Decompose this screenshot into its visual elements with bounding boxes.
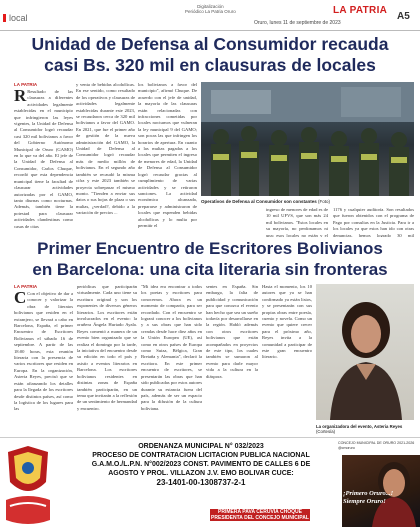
council-slogan: ¡Primero Oruro...! Siempre Oruro! (343, 490, 394, 505)
police-operation-image (201, 82, 414, 196)
page-header (0, 0, 420, 31)
organizer-portrait-image (316, 284, 414, 420)
drop-cap: C (14, 291, 27, 307)
section-label: local (3, 13, 28, 23)
article2-column-5: Hasta el momento, los 10 autores que ya se han confirmado ya están listos, y se presentarán con sus propias obras entre poesía, cuento y novela. Como un evento que quiere crecer para el próximo año, Reyes invita a la comunidad a participar de este gran encuentro literario. (262, 284, 312, 360)
municipal-logos (0, 442, 55, 527)
article1-column-5: 1176 y cualquier auditoría. Son resultados que fueron obtenidos con el programa de Pago por consultas en la Justicia. Para ir a los locales ya que estos han ido con otras denuncias, hemos logrado 30 mil (333, 207, 414, 237)
article2-column-4: sentes en España. Sin embargo, la falta de publicidad y comunicación para que conozca el evento han hecho que sea un sueño todavía por desarrollarse en la región. Habló además con otros escritores bolivianos que están acompañados en proyectos de este tipo, los cuales también se sumaron al evento para darle mayor vida a la cultura en la diáspora. (206, 284, 258, 379)
article2-column-1: C Con el objetivo de dar a conocer y valorizar la obra de literatos bolivianos que residen en el extranjero, se llevará a cabo en Barcelona, España, el primer Encuentro de Escritores Bolivianos el sábado 16 de septiembre. A partir de las 18:00 horas, esta reunión literaria con la presencia de varios escritores que residen en Europa. En la organización, Asteria Reyes, precisó que se están afianzando los detalles para la llegada de los escritores desde distintos países, así como la logística de los lugares para las (14, 291, 73, 412)
page-number: A5 (397, 11, 410, 22)
article2-byline: LA PATRIA (14, 284, 38, 289)
article2-headline: Primer Encuentro de Escritores Bolivianos en Barcelona: una cita literaria sin fronteras (32, 239, 388, 279)
newspaper-logo: LA PATRIA (333, 5, 388, 16)
article2-column-3: "Mi idea era encontrar a todos los poetas y escritores para conocernos. Ahora es un momento de compartir, para ser recordado. Con el encuentro se logrará conocer a los bolivianos y a sus obras que han sido creadas desde hace diez años en la Unión Europea (UE), así como en otros países de Europa como Suiza, Bélgica, Gran Bretaña y Alemania", declaró la escritora. En este primer encuentro de escritores, se presentarán las obras que han sido publicadas por estos autores durante su estancia fuera del país, además de ser un espacio para la difusión de la cultura boliviana. (141, 284, 202, 411)
council-info: CONCEJO MUNICIPAL DE ORURO 2021-2026 @cmoruro (338, 441, 415, 450)
dateline: Oruro, lunes 11 de septiembre de 2023 (254, 20, 341, 26)
ordinance-text: ORDENANZA MUNICIPAL N° 032/2023 PROCESO DE CONTRATACION LICITACION PUBLICA NACIONAL G.A.M.O./L.P.N. N°002/2023 CONST. PAVIMENTO DE CALLES 6 DE AGOSTO Y PROL. VILLAZON J.V. EMO BOLIVAR CUCE: 23-1401-00-1308737-2-1 (91, 443, 311, 487)
article1-headline: Unidad de Defensa al Consumidor recauda casi Bs. 320 mil en clausuras de locales (31, 34, 389, 75)
coat-of-arms-icon (0, 442, 55, 527)
article2-photo (316, 284, 414, 420)
article1-column-3: los bolivianos a favor del municipio", afirmó Chuque. De acuerdo con el jefe de unidad, la mayoría de las clausuras están relacionadas con infracciones cometidas por locales nocturnos que vulneran la ley municipal 9 del GAMO; son pocas las que infringen los horarios de apertura. En cuanto a las multas pagadas a los locales que permiten el ingreso de menores de edad, la Unidad de Defensa al Consumidor logró recaudar gracias al cumplimiento de varias actividades y se retiraron sanciones. La actividad económica alcanzada, prepararse y administraron de locales que expenden bebidas alcohólicas y lo multa por permitir el (138, 82, 197, 228)
article2-column-2: periódicas que participarán virtualmente. Cada uno tiene su escritura original y son los exponentes de diversos géneros literarios. Los escritores están involucrados en el evento: la oruñera Ángela Hurtado Ayala. Reyes comentó a manera de un evento bien organizado que se realiza el domingo por la tarde, la iniciativa del encuentro desde su edición en todo el país y asistir a eventos literarios en Barcelona. Los escritores bolivianos residentes en distintas zonas de España también participarán, en un tema que invitarán a la reflexión de un sentimiento de hermandad y encuentro. (77, 284, 137, 411)
article1-photo-caption: Operativos de Defensa al Consumidor son constantes (Foto) (201, 199, 331, 204)
article1-column-2: y venta de bebidas alcohólicas. En ese sentido, como resultado de los operativos y clausuras de actividades legalmente establecidas durante este 2023, se recaudaron cerca de 320 mil bolivianos a favor del GAMO. En 2021, que fue el primer año de gestión de la nueva administración del GAMO, la Unidad de Defensa al Consumidor logró recaudar más de medio millón de bolivianos. En el segundo año también se recaudó la misma cifra y este 2023 también se proyecta sobrepasar el mismo monto. "Tienden a enviar sus datos o sus hojas de plaza o sus multas, ¿verdad?, debido a la variación de precios ... (76, 82, 135, 216)
president-banner: PRIMERA PAVA CERUVIA CHOQUE PRESIDENTA DEL CONCEJO MUNICIPAL DE ORURO (211, 509, 309, 527)
article1-photo (201, 82, 414, 196)
article1-byline: LA PATRIA (14, 82, 38, 87)
publication-text: Digitalización Periódico La Patria Oruro (185, 4, 236, 14)
article1-column-4: ingreso de menores de edad es de 10 mil UFVS, que son más 24 mil bolivianos. "Estos locales en su mayoría, no perdonamos ni una; esos locales no están y el (266, 207, 328, 237)
article1-column-1: R Resultado de las clausuras a diferentes actividades legalmente establecidas en el municipio que infringieron las leyes vigentes, la Unidad de Defensa al Consumidor logró recaudar casi 320 mil bolivianos a favor del Gobierno Autónomo Municipal de Oruro (GAMO) en lo que va del año. El jefe de la Unidad de Defensa al Consumidor, Carlos Chuque, recordó que esta dependencia municipal tiene la facultad de clausurar actividades autorizadas por el GAMO, tanto diurnas como nocturnas. Además, también tiene la potestad para clausurar actividades clandestinas como casas de citas (14, 89, 73, 229)
drop-cap: R (14, 89, 27, 105)
article2-photo-caption: La organizadora del evento, Asteria Reyes (Cortesía) (316, 424, 403, 434)
